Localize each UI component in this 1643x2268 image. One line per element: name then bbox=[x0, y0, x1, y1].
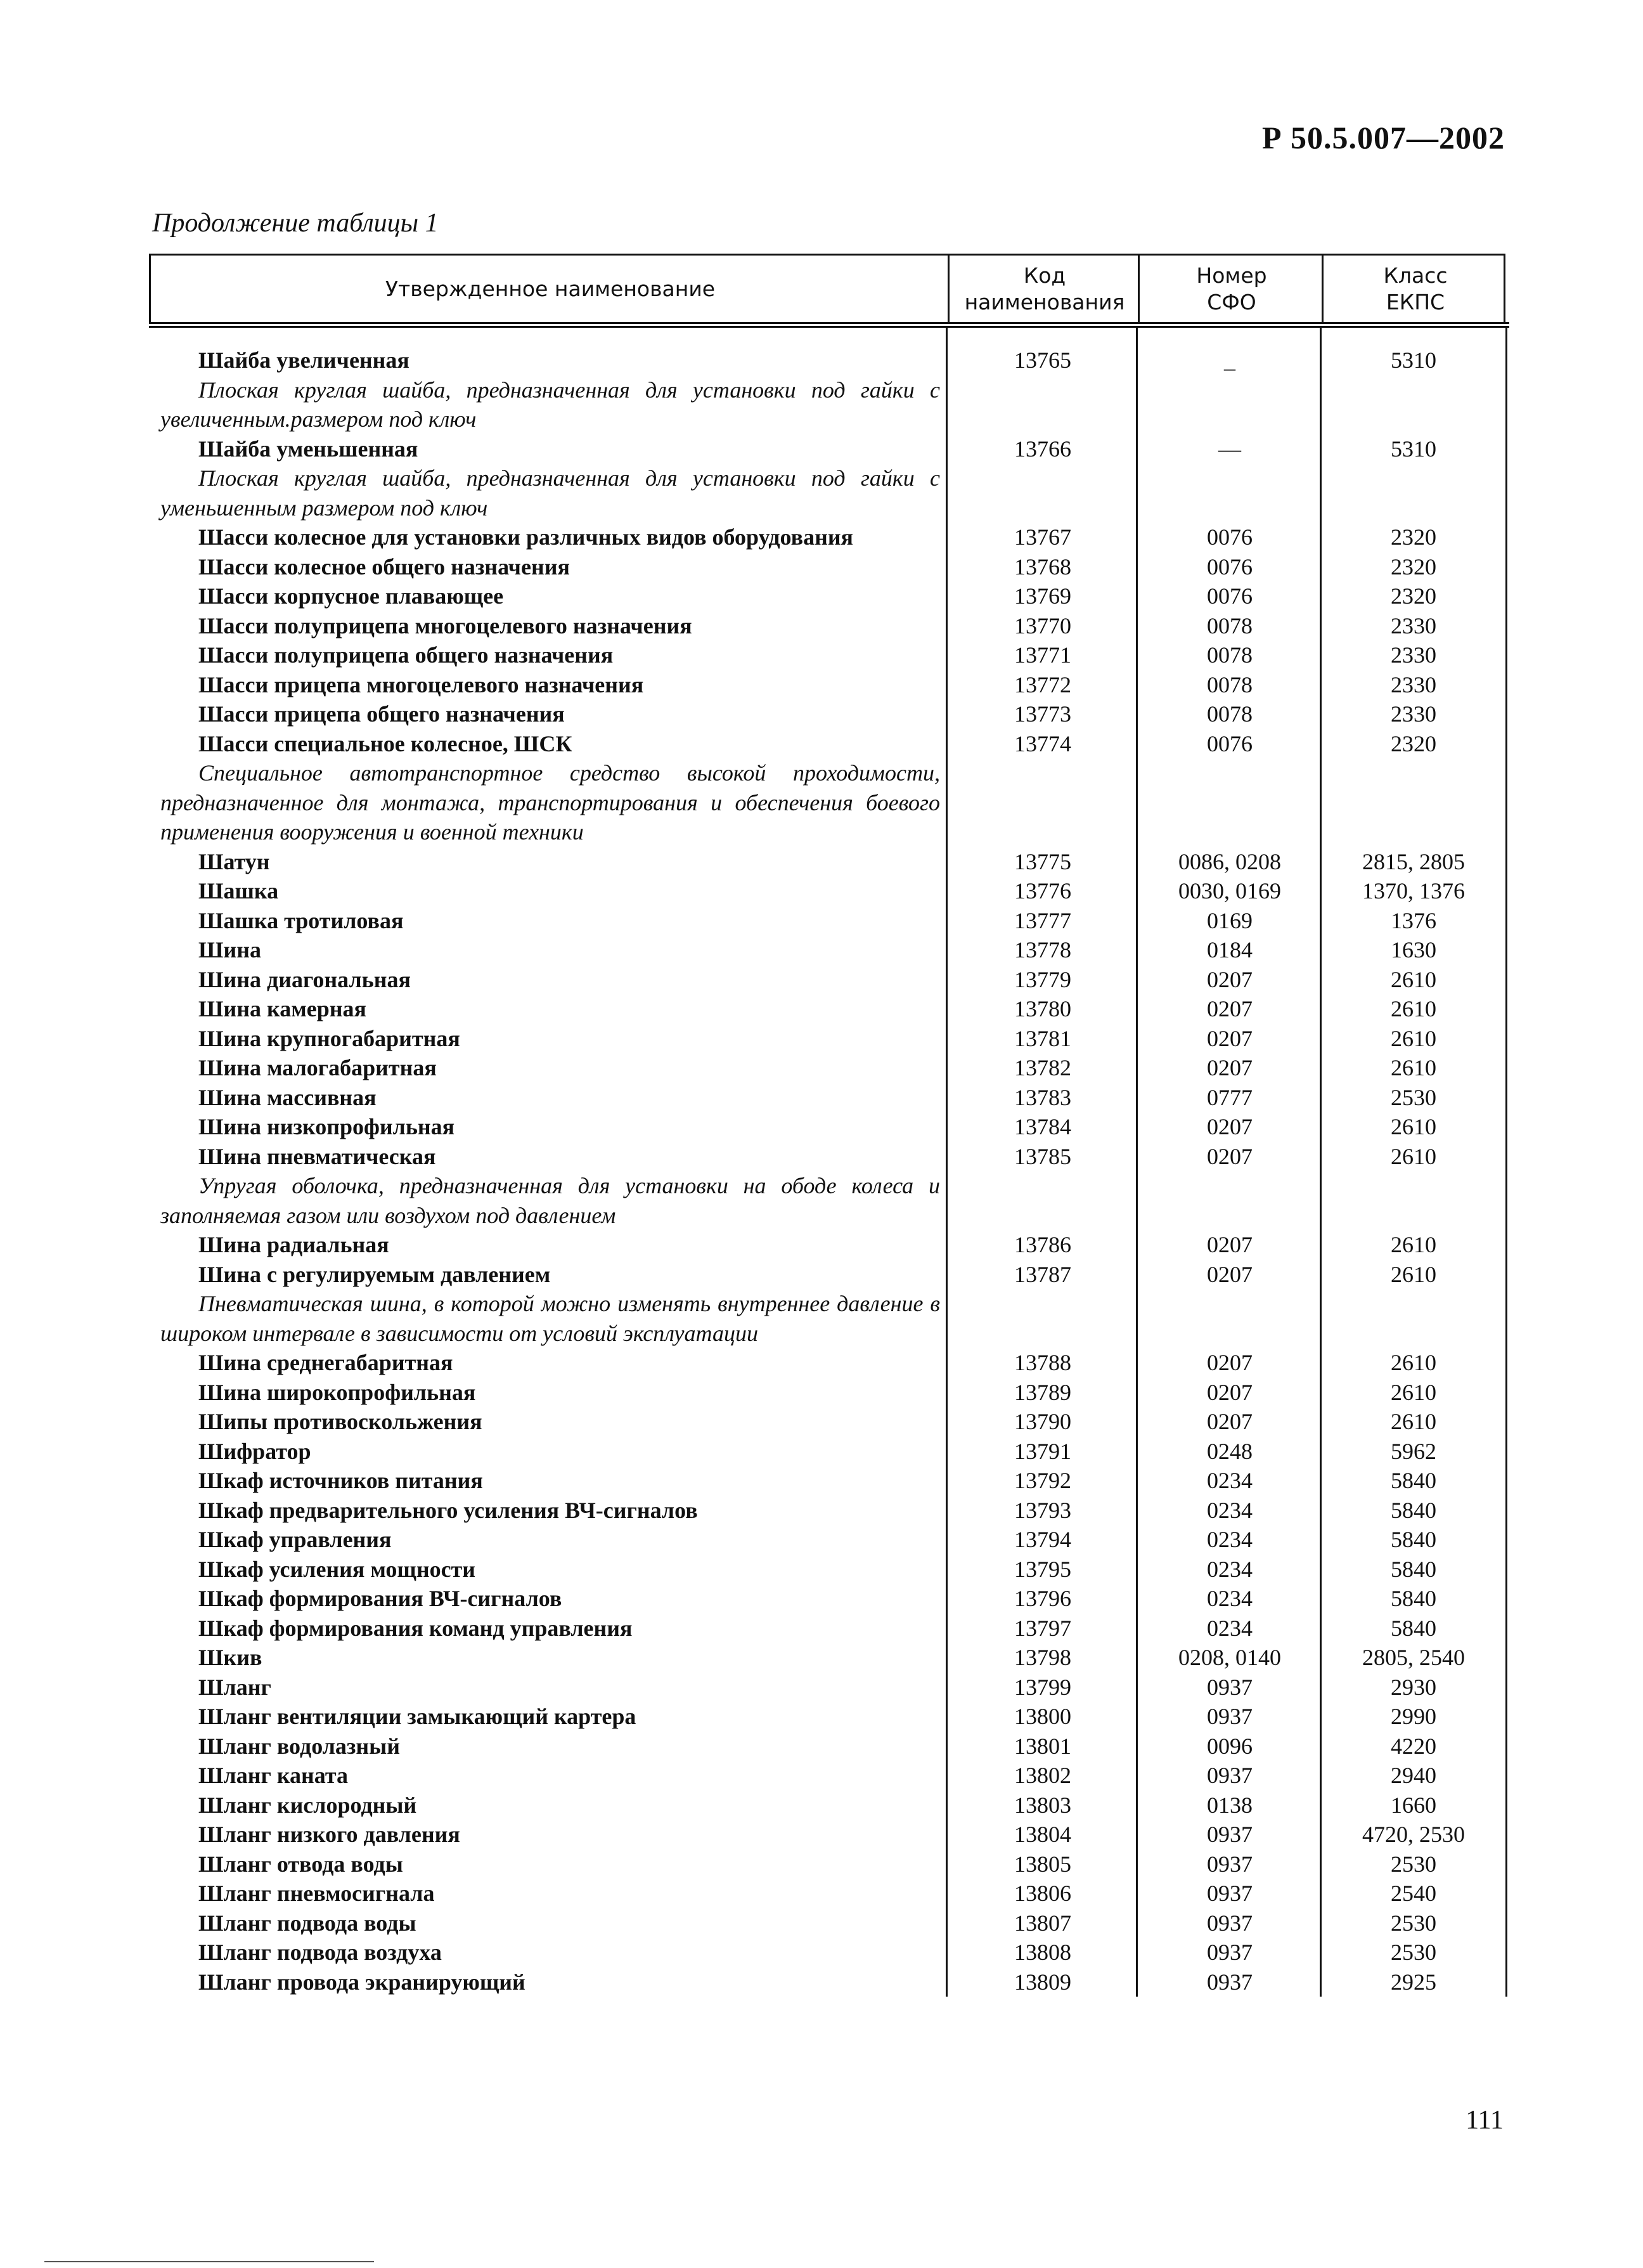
table-row bbox=[149, 1938, 1509, 1967]
item-name: Шипы противоскольжения bbox=[198, 1409, 482, 1434]
item-ekps-class: 2320 bbox=[1391, 730, 1436, 756]
item-code: 13783 bbox=[1014, 1084, 1071, 1110]
item-sfo-number: 0169 bbox=[1207, 907, 1253, 933]
table-row bbox=[149, 729, 1509, 759]
item-name: Шланг подвода воды bbox=[198, 1910, 416, 1936]
table-row bbox=[149, 1879, 1509, 1908]
item-code: 13766 bbox=[1014, 436, 1071, 462]
item-description: Плоская круглая шайба, предназначенная для установки под гайки с уменьшенным размером под ключ bbox=[160, 465, 940, 521]
item-sfo-number: 0207 bbox=[1207, 1025, 1253, 1051]
item-code: 13809 bbox=[1014, 1969, 1071, 1995]
item-code: 13798 bbox=[1014, 1645, 1071, 1670]
item-code: 13770 bbox=[1014, 612, 1071, 638]
item-code: 13805 bbox=[1014, 1851, 1071, 1877]
item-ekps-class: 2530 bbox=[1391, 1851, 1436, 1877]
item-sfo-number: 0138 bbox=[1207, 1792, 1253, 1818]
item-code: 13765 bbox=[1014, 347, 1071, 373]
item-name: Шкаф предварительного усиления ВЧ-сигналов bbox=[198, 1497, 698, 1523]
item-ekps-class: 2815, 2805 bbox=[1362, 848, 1465, 874]
item-ekps-class: 5840 bbox=[1391, 1497, 1436, 1523]
table-row bbox=[149, 965, 1509, 995]
item-code: 13793 bbox=[1014, 1497, 1071, 1523]
item-name: Шасси корпусное плавающее bbox=[198, 583, 504, 609]
item-name: Шкаф формирования ВЧ-сигналов bbox=[198, 1586, 562, 1611]
item-sfo-number: 0234 bbox=[1207, 1527, 1253, 1552]
item-code: 13778 bbox=[1014, 937, 1071, 962]
item-code: 13806 bbox=[1014, 1881, 1071, 1906]
item-name: Шина широкопрофильная bbox=[198, 1379, 476, 1405]
table-row bbox=[149, 906, 1509, 936]
item-ekps-class: 2610 bbox=[1391, 1025, 1436, 1051]
item-code: 13807 bbox=[1014, 1910, 1071, 1936]
table-row bbox=[149, 1053, 1509, 1083]
description-row bbox=[149, 758, 1509, 847]
item-name: Шатун bbox=[198, 848, 270, 874]
column-header-name: Утвержденное наименование bbox=[385, 276, 716, 301]
item-ekps-class: 2610 bbox=[1391, 1055, 1436, 1080]
item-ekps-class: 2610 bbox=[1391, 1114, 1436, 1139]
table-row bbox=[149, 1024, 1509, 1054]
table-row bbox=[149, 1112, 1509, 1142]
item-name: Шайба уменьшенная bbox=[198, 436, 418, 462]
item-sfo-number: 0030, 0169 bbox=[1178, 878, 1281, 904]
column-header-ekps: Класс ЕКПС bbox=[1383, 263, 1448, 314]
item-ekps-class: 2610 bbox=[1391, 996, 1436, 1021]
item-name: Шланг низкого давления bbox=[198, 1822, 460, 1847]
item-sfo-number: 0937 bbox=[1207, 1940, 1253, 1965]
table-row bbox=[149, 1348, 1509, 1378]
item-sfo-number: 0184 bbox=[1207, 937, 1253, 962]
item-name: Шланг подвода воздуха bbox=[198, 1940, 442, 1965]
item-sfo-number: 0207 bbox=[1207, 1143, 1253, 1169]
item-sfo-number: 0207 bbox=[1207, 996, 1253, 1021]
item-ekps-class: 2530 bbox=[1391, 1940, 1436, 1965]
table-row bbox=[149, 1496, 1509, 1526]
table-row bbox=[149, 1555, 1509, 1584]
item-sfo-number: 0937 bbox=[1207, 1969, 1253, 1995]
item-code: 13794 bbox=[1014, 1527, 1071, 1552]
item-code: 13800 bbox=[1014, 1704, 1071, 1729]
table-row bbox=[149, 1466, 1509, 1496]
item-name: Шина крупногабаритная bbox=[198, 1025, 460, 1051]
item-name: Шасси колесное для установки различных видов оборудования bbox=[198, 524, 854, 550]
item-name: Шина пневматическая bbox=[198, 1143, 436, 1169]
item-name: Шкив bbox=[198, 1645, 262, 1670]
table-row bbox=[149, 935, 1509, 965]
footer-rule bbox=[44, 2261, 374, 2262]
description-row bbox=[149, 375, 1509, 434]
item-sfo-number: 0078 bbox=[1207, 612, 1253, 638]
item-name: Шасси прицепа общего назначения bbox=[198, 701, 565, 727]
item-sfo-number: 0207 bbox=[1207, 1409, 1253, 1434]
item-sfo-number: 0777 bbox=[1207, 1084, 1253, 1110]
item-ekps-class: 2610 bbox=[1391, 1232, 1436, 1257]
table-row bbox=[149, 670, 1509, 700]
item-sfo-number: 0234 bbox=[1207, 1556, 1253, 1582]
item-sfo-number: 0207 bbox=[1207, 1379, 1253, 1405]
item-sfo-number: 0234 bbox=[1207, 1586, 1253, 1611]
item-code: 13801 bbox=[1014, 1733, 1071, 1759]
column-header-sfo: Номер СФО bbox=[1196, 263, 1267, 314]
table-row bbox=[149, 552, 1509, 582]
table-row bbox=[149, 1967, 1509, 1997]
item-name: Шасси специальное колесное, ШСК bbox=[198, 730, 572, 756]
column-divider bbox=[1320, 328, 1322, 1997]
item-name: Шина радиальная bbox=[198, 1232, 389, 1257]
table-row bbox=[149, 1584, 1509, 1614]
standard-code: Р 50.5.007—2002 bbox=[1261, 120, 1505, 155]
header-double-rule bbox=[149, 322, 1509, 328]
item-code: 13777 bbox=[1014, 907, 1071, 933]
item-sfo-number: 0234 bbox=[1207, 1468, 1253, 1493]
item-code: 13772 bbox=[1014, 671, 1071, 697]
item-ekps-class: 2610 bbox=[1391, 1261, 1436, 1287]
item-description: Специальное автотранспортное средство высокой проходимости, предназначенное для монтажа, транспортирования и обеспечения боевого применения вооружения и военной техники bbox=[160, 760, 940, 845]
table-row bbox=[149, 994, 1509, 1024]
table-row bbox=[149, 699, 1509, 729]
item-name: Шланг пневмосигнала bbox=[198, 1881, 435, 1906]
item-name: Шланг bbox=[198, 1674, 271, 1700]
table-row bbox=[149, 1643, 1509, 1673]
item-code: 13779 bbox=[1014, 966, 1071, 992]
item-sfo-number: 0076 bbox=[1207, 524, 1253, 550]
item-ekps-class: 2330 bbox=[1391, 671, 1436, 697]
item-code: 13788 bbox=[1014, 1350, 1071, 1375]
item-ekps-class: 2320 bbox=[1391, 524, 1436, 550]
table-row bbox=[149, 1142, 1509, 1172]
item-sfo-number: 0937 bbox=[1207, 1822, 1253, 1847]
table-row bbox=[149, 640, 1509, 670]
item-name: Шланг отвода воды bbox=[198, 1851, 403, 1877]
item-code: 13774 bbox=[1014, 730, 1071, 756]
item-ekps-class: 2940 bbox=[1391, 1763, 1436, 1788]
item-sfo-number: 0207 bbox=[1207, 1261, 1253, 1287]
item-name: Шкаф формирования команд управления bbox=[198, 1615, 633, 1641]
item-ekps-class: 2610 bbox=[1391, 966, 1436, 992]
table-continuation-label: Продолжение таблицы 1 bbox=[152, 209, 439, 238]
item-name: Шифратор bbox=[198, 1438, 311, 1464]
item-ekps-class: 5840 bbox=[1391, 1615, 1436, 1641]
item-code: 13803 bbox=[1014, 1792, 1071, 1818]
item-sfo-number: 0086, 0208 bbox=[1178, 848, 1281, 874]
item-name: Шланг водолазный bbox=[198, 1733, 400, 1759]
item-ekps-class: 1370, 1376 bbox=[1362, 878, 1465, 904]
item-ekps-class: 2930 bbox=[1391, 1674, 1436, 1700]
item-name: Шланг каната bbox=[198, 1763, 348, 1788]
column-divider bbox=[946, 328, 948, 1997]
item-name: Шина диагональная bbox=[198, 966, 411, 992]
item-ekps-class: 2530 bbox=[1391, 1910, 1436, 1936]
item-code: 13782 bbox=[1014, 1055, 1071, 1080]
item-name: Шина массивная bbox=[198, 1084, 377, 1110]
item-code: 13795 bbox=[1014, 1556, 1071, 1582]
item-ekps-class: 5840 bbox=[1391, 1556, 1436, 1582]
item-code: 13773 bbox=[1014, 701, 1071, 727]
item-name: Шина среднегабаритная bbox=[198, 1350, 453, 1375]
table-row bbox=[149, 847, 1509, 877]
item-name: Шина bbox=[198, 937, 262, 962]
item-sfo-number: 0078 bbox=[1207, 671, 1253, 697]
item-sfo-number: 0207 bbox=[1207, 1055, 1253, 1080]
item-ekps-class: 2610 bbox=[1391, 1143, 1436, 1169]
item-code: 13804 bbox=[1014, 1822, 1071, 1847]
item-code: 13799 bbox=[1014, 1674, 1071, 1700]
item-name: Шкаф источников питания bbox=[198, 1468, 483, 1493]
item-sfo-number: 0207 bbox=[1207, 1114, 1253, 1139]
item-sfo-number: 0937 bbox=[1207, 1674, 1253, 1700]
item-sfo-number: 0078 bbox=[1207, 701, 1253, 727]
table-row bbox=[149, 611, 1509, 641]
item-sfo-number: 0208, 0140 bbox=[1178, 1645, 1281, 1670]
item-name: Шасси полуприцепа многоцелевого назначения bbox=[198, 612, 692, 638]
table-row bbox=[149, 1525, 1509, 1555]
item-sfo-number: 0937 bbox=[1207, 1910, 1253, 1936]
item-ekps-class: 2805, 2540 bbox=[1362, 1645, 1465, 1670]
item-ekps-class: 2320 bbox=[1391, 554, 1436, 580]
item-sfo-number: 0937 bbox=[1207, 1881, 1253, 1906]
item-ekps-class: 1630 bbox=[1391, 937, 1436, 962]
table-row bbox=[149, 1732, 1509, 1761]
column-divider bbox=[1505, 328, 1507, 1997]
item-sfo-number: 0207 bbox=[1207, 966, 1253, 992]
item-code: 13775 bbox=[1014, 848, 1071, 874]
item-description: Плоская круглая шайба, предназначенная для установки под гайки с увеличенным.размером под ключ bbox=[160, 377, 940, 432]
item-ekps-class: 5310 bbox=[1391, 347, 1436, 373]
item-name: Шланг кислородный bbox=[198, 1792, 417, 1818]
item-sfo-number: 0076 bbox=[1207, 730, 1253, 756]
item-sfo-number: 0078 bbox=[1207, 642, 1253, 668]
item-ekps-class: 2610 bbox=[1391, 1350, 1436, 1375]
table-row bbox=[149, 1614, 1509, 1643]
item-sfo-number: 0096 bbox=[1207, 1733, 1253, 1759]
table-row bbox=[149, 1378, 1509, 1408]
item-ekps-class: 2990 bbox=[1391, 1704, 1436, 1729]
table-row bbox=[149, 1260, 1509, 1290]
item-ekps-class: 1660 bbox=[1391, 1792, 1436, 1818]
item-name: Шасси прицепа многоцелевого назначения bbox=[198, 671, 644, 697]
item-code: 13789 bbox=[1014, 1379, 1071, 1405]
item-code: 13802 bbox=[1014, 1763, 1071, 1788]
description-row bbox=[149, 1289, 1509, 1348]
item-code: 13797 bbox=[1014, 1615, 1071, 1641]
item-code: 13786 bbox=[1014, 1232, 1071, 1257]
item-name: Шасси полуприцепа общего назначения bbox=[198, 642, 614, 668]
item-ekps-class: 2530 bbox=[1391, 1084, 1436, 1110]
item-ekps-class: 2925 bbox=[1391, 1969, 1436, 1995]
item-name: Шашка bbox=[198, 878, 279, 904]
item-code: 13790 bbox=[1014, 1409, 1071, 1434]
item-code: 13785 bbox=[1014, 1143, 1071, 1169]
item-code: 13784 bbox=[1014, 1114, 1071, 1139]
item-ekps-class: 5840 bbox=[1391, 1586, 1436, 1611]
item-sfo-number: 0937 bbox=[1207, 1851, 1253, 1877]
item-code: 13791 bbox=[1014, 1438, 1071, 1464]
table-row bbox=[149, 1761, 1509, 1791]
table-row bbox=[149, 581, 1509, 611]
table-row bbox=[149, 434, 1509, 464]
description-row bbox=[149, 1171, 1509, 1230]
item-sfo-number: 0207 bbox=[1207, 1350, 1253, 1375]
item-ekps-class: 2330 bbox=[1391, 642, 1436, 668]
item-sfo-number: 0076 bbox=[1207, 583, 1253, 609]
item-name: Шасси колесное общего назначения bbox=[198, 554, 570, 580]
table-row bbox=[149, 1820, 1509, 1850]
item-sfo-number: 0248 bbox=[1207, 1438, 1253, 1464]
item-ekps-class: 5840 bbox=[1391, 1468, 1436, 1493]
table-body bbox=[149, 328, 1509, 1997]
item-name: Шайба увеличенная bbox=[198, 347, 409, 373]
item-ekps-class: 5840 bbox=[1391, 1527, 1436, 1552]
item-code: 13796 bbox=[1014, 1586, 1071, 1611]
table-header bbox=[149, 254, 1505, 322]
page-number: 111 bbox=[1466, 2106, 1504, 2135]
table-row bbox=[149, 1230, 1509, 1260]
item-sfo-number: 0937 bbox=[1207, 1763, 1253, 1788]
item-code: 13808 bbox=[1014, 1940, 1071, 1965]
item-code: 13771 bbox=[1014, 642, 1071, 668]
table-row bbox=[149, 1791, 1509, 1820]
item-sfo-number: 0076 bbox=[1207, 554, 1253, 580]
item-name: Шкаф усиления мощности bbox=[198, 1556, 475, 1582]
item-sfo-number: — bbox=[1218, 436, 1241, 462]
description-row bbox=[149, 463, 1509, 522]
item-name: Шина малогабаритная bbox=[198, 1055, 437, 1080]
nomenclature-table bbox=[149, 254, 1505, 1997]
item-code: 13781 bbox=[1014, 1025, 1071, 1051]
item-code: 13769 bbox=[1014, 583, 1071, 609]
item-ekps-class: 2610 bbox=[1391, 1379, 1436, 1405]
item-code: 13767 bbox=[1014, 524, 1071, 550]
column-divider bbox=[1136, 328, 1138, 1997]
item-description: Пневматическая шина, в которой можно изменять внутреннее давление в широком интервале в зависимости от условий эксплуатации bbox=[160, 1291, 940, 1346]
item-name: Шланг провода экранирующий bbox=[198, 1969, 525, 1995]
item-name: Шина низкопрофильная bbox=[198, 1114, 455, 1139]
item-ekps-class: 2330 bbox=[1391, 701, 1436, 727]
item-ekps-class: 1376 bbox=[1391, 907, 1436, 933]
item-name: Шина с регулируемым давлением bbox=[198, 1261, 551, 1287]
item-sfo-number: 0207 bbox=[1207, 1232, 1253, 1257]
item-code: 13787 bbox=[1014, 1261, 1071, 1287]
item-sfo-number: _ bbox=[1224, 347, 1235, 373]
table-row bbox=[149, 1437, 1509, 1467]
table-row bbox=[149, 1673, 1509, 1702]
table-row bbox=[149, 1850, 1509, 1879]
table-row bbox=[149, 522, 1509, 552]
item-ekps-class: 2320 bbox=[1391, 583, 1436, 609]
item-ekps-class: 2540 bbox=[1391, 1881, 1436, 1906]
item-code: 13768 bbox=[1014, 554, 1071, 580]
item-name: Шкаф управления bbox=[198, 1527, 392, 1552]
item-sfo-number: 0937 bbox=[1207, 1704, 1253, 1729]
item-description: Упругая оболочка, предназначенная для установки на ободе колеса и заполняемая газом или воздухом под давлением bbox=[160, 1173, 940, 1228]
item-ekps-class: 2610 bbox=[1391, 1409, 1436, 1434]
table-row bbox=[149, 346, 1509, 375]
table-row bbox=[149, 1083, 1509, 1113]
table-row bbox=[149, 1407, 1509, 1437]
item-ekps-class: 2330 bbox=[1391, 612, 1436, 638]
column-header-code: Код наименования bbox=[964, 263, 1125, 314]
item-name: Шашка тротиловая bbox=[198, 907, 404, 933]
item-name: Шланг вентиляции замыкающий картера bbox=[198, 1704, 636, 1729]
item-ekps-class: 5962 bbox=[1391, 1438, 1436, 1464]
item-name: Шина камерная bbox=[198, 996, 366, 1021]
item-code: 13776 bbox=[1014, 878, 1071, 904]
item-code: 13780 bbox=[1014, 996, 1071, 1021]
item-ekps-class: 5310 bbox=[1391, 436, 1436, 462]
item-sfo-number: 0234 bbox=[1207, 1497, 1253, 1523]
item-sfo-number: 0234 bbox=[1207, 1615, 1253, 1641]
table-row bbox=[149, 876, 1509, 906]
item-ekps-class: 4220 bbox=[1391, 1733, 1436, 1759]
table-row bbox=[149, 1702, 1509, 1732]
item-code: 13792 bbox=[1014, 1468, 1071, 1493]
item-ekps-class: 4720, 2530 bbox=[1362, 1822, 1465, 1847]
table-row bbox=[149, 1908, 1509, 1938]
